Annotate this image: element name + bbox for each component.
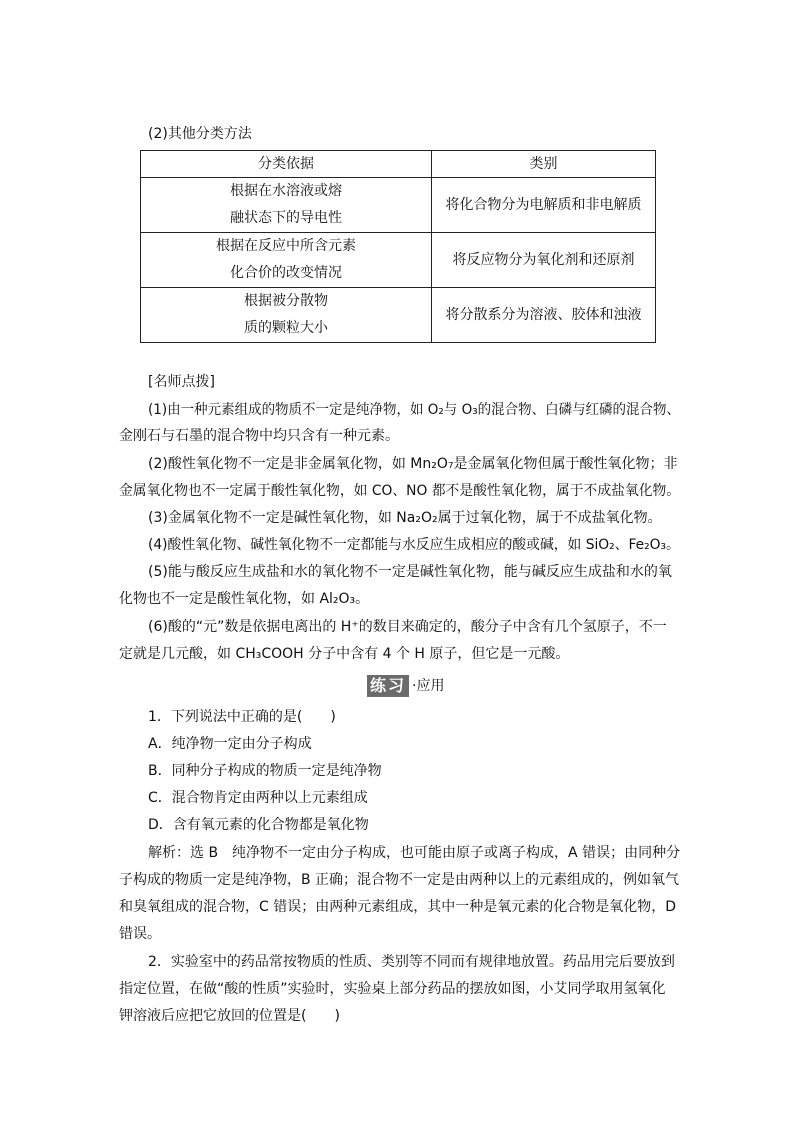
question-1-stem: 1．下列说法中正确的是( ) <box>148 709 336 725</box>
table-row <box>141 288 656 343</box>
question-1-option-d: D．含有氧元素的化合物都是氧化物 <box>148 817 369 833</box>
tip-6-line-2: 定就是几元酸，如 CH₃COOH 分子中含有 4 个 H 原子，但它是一元酸。 <box>119 646 570 662</box>
table-cell-category: 将分散系分为溶液、胶体和浊液 <box>432 288 656 343</box>
basis-line: 质的颗粒大小 <box>244 320 328 336</box>
classification-table <box>140 150 656 343</box>
table-row <box>141 233 656 288</box>
table-header-row <box>141 151 656 178</box>
question-1-analysis-line-3: 和臭氧组成的混合物，C 错误；由两种元素组成，其中一种是氧元素的化合物是氧化物，D <box>119 899 677 915</box>
basis-line: 根据被分散物 <box>244 293 328 309</box>
tip-4: (4)酸性氧化物、碱性氧化物不一定都能与水反应生成相应的酸或碱，如 SiO₂、Fe₂O₃。 <box>148 537 680 553</box>
table-header-basis: 分类依据 <box>141 151 432 178</box>
question-1-option-b: B．同种分子构成的物质一定是纯净物 <box>148 763 382 779</box>
tip-6-line-1: (6)酸的“元”数是依据电离出的 H⁺的数目来确定的，酸分子中含有几个氢原子，不一 <box>148 619 667 635</box>
basis-line: 融状态下的导电性 <box>230 210 342 226</box>
practice-badge: 练习 <box>367 675 409 697</box>
question-1-option-c: C．混合物肯定由两种以上元素组成 <box>148 790 368 806</box>
tips-title: [名师点拨] <box>148 374 215 390</box>
tip-5-line-1: (5)能与酸反应生成盐和水的氧化物不一定是碱性氧化物，能与碱反应生成盐和水的氧 <box>148 564 672 580</box>
tip-1-line-1: (1)由一种元素组成的物质不一定是纯净物，如 O₂与 O₃的混合物、白磷与红磷的混合物、 <box>148 402 681 418</box>
question-1-option-a: A．纯净物一定由分子构成 <box>148 736 312 752</box>
table-row <box>141 178 656 233</box>
question-1-analysis-line-2: 子构成的物质一定是纯净物，B 正确；混合物不一定是由两种以上的元素组成的，例如氧气 <box>119 872 680 888</box>
tip-1-line-2: 金刚石与石墨的混合物中均只含有一种元素。 <box>119 428 399 444</box>
practice-badge-suffix: ·应用 <box>412 678 445 694</box>
question-2-line-2: 指定位置，在做“酸的性质”实验时，实验桌上部分药品的摆放如图，小艾同学取用氢氧化 <box>119 981 666 997</box>
table-cell-basis <box>141 288 432 343</box>
basis-line: 根据在水溶液或熔 <box>230 183 342 199</box>
table-cell-category: 将反应物分为氧化剂和还原剂 <box>432 233 656 288</box>
question-2-line-1: 2．实验室中的药品常按物质的性质、类别等不同而有规律地放置。药品用完后要放到 <box>148 954 675 970</box>
tip-2-line-1: (2)酸性氧化物不一定是非金属氧化物，如 Mn₂O₇是金属氧化物但属于酸性氧化物；非 <box>148 456 678 472</box>
table-cell-basis <box>141 233 432 288</box>
table-cell-category: 将化合物分为电解质和非电解质 <box>432 178 656 233</box>
tip-2-line-2: 金属氧化物也不一定属于酸性氧化物，如 CO、NO 都不是酸性氧化物，属于不成盐氧化物。 <box>119 483 681 499</box>
table-cell-basis <box>141 178 432 233</box>
question-1-analysis-line-4: 错误。 <box>119 926 161 942</box>
tip-5-line-2: 化物也不一定是酸性氧化物，如 Al₂O₃。 <box>119 591 370 607</box>
tip-3: (3)金属氧化物不一定是碱性氧化物，如 Na₂O₂属于过氧化物，属于不成盐氧化物。 <box>148 510 662 526</box>
question-2-line-3: 钾溶液后应把它放回的位置是( ) <box>119 1008 340 1024</box>
section-heading: (2)其他分类方法 <box>148 126 252 142</box>
basis-line: 根据在反应中所含元素 <box>216 238 356 254</box>
question-1-analysis-line-1: 解析：选 B 纯净物不一定由分子构成，也可能由原子或离子构成，A 错误；由同种分 <box>148 845 681 861</box>
table-header-category: 类别 <box>432 151 656 178</box>
basis-line: 化合价的改变情况 <box>230 265 342 281</box>
